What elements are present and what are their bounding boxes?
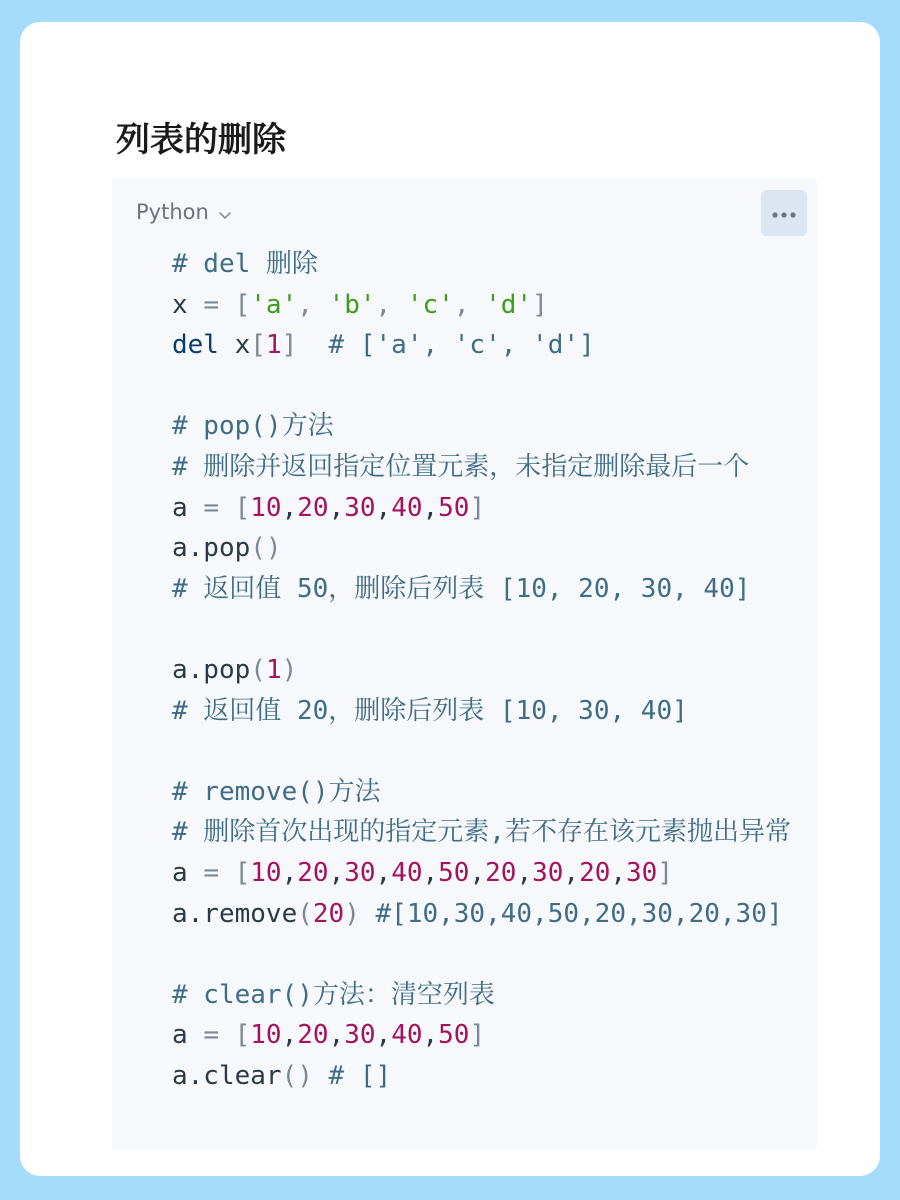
- code-token: 30: [344, 1020, 376, 1051]
- language-selector[interactable]: [136, 200, 233, 224]
- code-line: [172, 934, 791, 975]
- code-token: = [: [203, 289, 251, 320]
- code-token: 20: [297, 857, 329, 888]
- code-line: [172, 1015, 791, 1056]
- code-token: ,: [453, 289, 486, 320]
- code-token: 40: [391, 492, 423, 523]
- code-token: # remove()方法: [172, 776, 381, 807]
- code-token: ,: [563, 857, 580, 888]
- code-token: a: [172, 857, 204, 888]
- code-token: ): [281, 654, 298, 685]
- code-token: 50: [438, 857, 470, 888]
- code-line: [172, 325, 791, 366]
- code-token: 20: [312, 898, 345, 929]
- code-token: # pop()方法: [172, 411, 334, 442]
- page-title: 列表的删除: [116, 120, 286, 160]
- code-token: 'c': [406, 289, 454, 320]
- code-token: 40: [391, 1020, 423, 1051]
- code-token: = [: [203, 1020, 251, 1051]
- code-line: [172, 569, 791, 610]
- code-token: ]: [657, 857, 673, 888]
- code-line: [172, 609, 791, 650]
- more-horizontal-icon: [770, 204, 798, 223]
- code-token: 10: [250, 492, 282, 523]
- code-line: [172, 650, 791, 691]
- code-token: 'a': [250, 289, 298, 320]
- code-token: ,: [469, 857, 486, 888]
- code-block: [112, 178, 817, 1150]
- code-line: [172, 366, 791, 407]
- code-token: ]: [469, 1020, 486, 1051]
- code-token: (): [281, 1060, 313, 1091]
- code-token: ,: [281, 1020, 298, 1051]
- code-token: ,: [610, 857, 627, 888]
- code-token: (: [250, 654, 266, 685]
- code-line: [172, 975, 791, 1016]
- code-token: a.clear: [172, 1060, 282, 1091]
- code-line: [172, 447, 791, 488]
- code-token: = [: [203, 857, 251, 888]
- code-token: # 删除首次出现的指定元素,若不存在该元素抛出异常: [172, 817, 791, 848]
- code-token: 30: [626, 857, 658, 888]
- code-token: # ['a', 'c', 'd']: [297, 330, 595, 361]
- code-line: [172, 731, 791, 772]
- code-token: 20: [297, 1020, 329, 1051]
- code-token: a: [172, 1020, 204, 1051]
- code-token: ,: [328, 857, 345, 888]
- code-token: (: [297, 898, 313, 929]
- code-token: ]: [469, 492, 486, 523]
- code-token: [: [250, 330, 266, 361]
- code-token: x: [218, 330, 251, 361]
- code-line: [172, 772, 791, 813]
- code-line: [172, 894, 791, 935]
- code-line: [172, 528, 791, 569]
- content-card: [20, 22, 880, 1176]
- code-token: = [: [203, 492, 251, 523]
- code-line: [172, 406, 791, 447]
- code-token: ,: [422, 857, 439, 888]
- code-line: [172, 488, 791, 529]
- code-token: 40: [391, 857, 423, 888]
- code-line: [172, 285, 791, 326]
- code-token: ,: [281, 857, 298, 888]
- code-line: [172, 1056, 791, 1097]
- code-token: 'd': [485, 289, 533, 320]
- language-label: Python: [136, 200, 209, 224]
- code-line: [172, 691, 791, 732]
- code-token: ): [344, 898, 360, 929]
- code-token: ,: [328, 1020, 345, 1051]
- code-token: # 返回值 50，删除后列表 [10, 20, 30, 40]: [172, 573, 751, 604]
- code-token: # del 删除: [172, 249, 318, 279]
- code-token: 30: [344, 857, 376, 888]
- code-token: # 返回值 20，删除后列表 [10, 30, 40]: [172, 695, 688, 726]
- code-token: 50: [438, 492, 470, 523]
- code-token: a.pop: [172, 654, 251, 685]
- code-token: 30: [532, 857, 564, 888]
- code-token: del: [172, 330, 219, 361]
- code-token: 30: [344, 492, 376, 523]
- code-line: [172, 244, 791, 285]
- code-token: ,: [281, 492, 298, 523]
- code-token: ,: [297, 289, 329, 320]
- code-token: a: [172, 492, 204, 523]
- code-token: 'b': [328, 289, 376, 320]
- code-token: ]: [281, 330, 298, 361]
- code-token: ,: [375, 1020, 392, 1051]
- code-token: 1: [265, 654, 282, 685]
- code-token: # 删除并返回指定位置元素，未指定删除最后一个: [172, 451, 750, 482]
- code-token: 20: [485, 857, 517, 888]
- code-token: #[10,30,40,50,20,30,20,30]: [359, 898, 783, 929]
- code-token: 50: [438, 1020, 470, 1051]
- code-token: # clear()方法：清空列表: [172, 979, 495, 1010]
- code-token: ,: [516, 857, 533, 888]
- code-token: ,: [375, 857, 392, 888]
- code-token: a.pop: [172, 533, 251, 564]
- code-token: # []: [312, 1060, 392, 1091]
- code-token: ,: [375, 492, 392, 523]
- code-line: [172, 812, 791, 853]
- code-token: ,: [422, 492, 439, 523]
- code-token: ]: [532, 289, 548, 320]
- code-token: (): [250, 533, 282, 564]
- code-token: x: [172, 289, 204, 320]
- code-token: 1: [265, 330, 282, 361]
- code-token: ,: [422, 1020, 439, 1051]
- more-options-button[interactable]: [761, 190, 807, 236]
- code-line: [172, 853, 791, 894]
- code-token: ,: [328, 492, 345, 523]
- code-token: 20: [579, 857, 611, 888]
- code-token: 20: [297, 492, 329, 523]
- code-content: [172, 244, 791, 1096]
- code-token: ,: [375, 289, 407, 320]
- chevron-down-icon: [217, 204, 233, 220]
- code-token: 10: [250, 857, 282, 888]
- code-token: 10: [250, 1020, 282, 1051]
- code-token: a.remove: [172, 898, 298, 929]
